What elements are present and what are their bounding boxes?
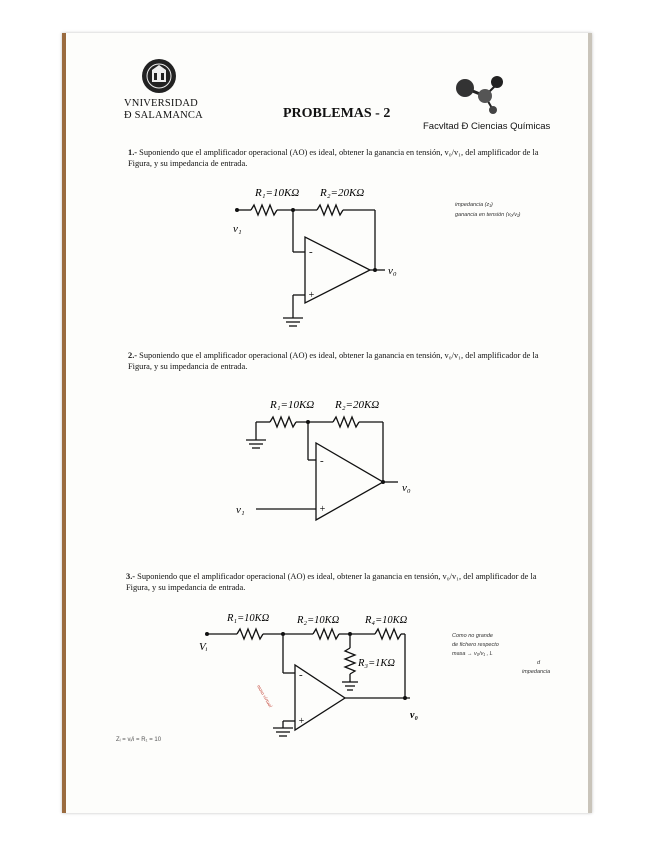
- circuit-2-r1-label: R₁=10KΩ: [270, 399, 315, 411]
- handwritten-note-bottom: Zᵢ = vᵢ/i = R₁ = 10: [116, 737, 162, 743]
- circuit-1-r1-label: R₁=10KΩ: [255, 187, 300, 199]
- problem-1-text: Suponiendo que el amplificador operacional (AO) es ideal, obtener la ganancia en tensión, v₀/v₁, del amplificador de la Figura, y su impedancia de entrada.: [128, 148, 539, 168]
- circuit-1-minus: -: [309, 246, 313, 258]
- circuit-3-input-label: Vᵢ: [199, 641, 208, 653]
- problem-3-statement: [126, 572, 546, 593]
- circuit-1-plus: +: [308, 290, 315, 301]
- handwritten-note-1: [455, 202, 521, 218]
- note-1-line-1: impedancia (z₁): [455, 202, 493, 208]
- faculty-name: Facvltad Ð Ciencias Químicas: [423, 121, 551, 132]
- circuit-3: [195, 608, 435, 743]
- page-title: PROBLEMAS - 2: [283, 106, 391, 121]
- problem-1-number: 1.-: [128, 148, 138, 157]
- university-line-1: VNIVERSIDAD: [124, 98, 198, 109]
- circuit-2: [228, 395, 428, 525]
- note-3-line-4: d: [537, 660, 541, 666]
- university-line-2: Ð SALAMANCA: [124, 110, 203, 121]
- note-3-line-2: de fichero respecto: [452, 642, 499, 648]
- circuit-2-r2-label: R₂=20KΩ: [335, 399, 380, 411]
- circuit-1: [225, 180, 400, 335]
- circuit-1-output-label: v₀: [388, 265, 397, 277]
- circuit-2-plus: +: [319, 504, 326, 515]
- handwritten-note-3: [452, 632, 550, 677]
- problem-2-number: 2.-: [128, 351, 138, 360]
- circuit-3-r2-label: R₂=10KΩ: [297, 615, 340, 626]
- circuit-2-minus: -: [320, 455, 324, 467]
- university-seal-icon: [141, 58, 177, 94]
- red-handwritten-note: masa virtual: [255, 684, 273, 709]
- paper-edge-left: [62, 33, 66, 813]
- paper-edge-right: [588, 33, 592, 813]
- note-1-line-2: ganancia en tensión (v₀/v₁): [455, 212, 521, 218]
- circuit-1-r2-label: R₂=20KΩ: [320, 187, 365, 199]
- note-3-line-3: masa → v₀/v₁ , L: [452, 651, 493, 657]
- circuit-1-input-label: v₁: [233, 223, 242, 235]
- problem-2-text: Suponiendo que el amplificador operacional (AO) es ideal, obtener la ganancia en tensión, v₀/v₁, del amplificador de la Figura, y su impedancia de entrada.: [128, 351, 539, 371]
- problem-1-statement: [128, 148, 548, 169]
- note-3-line-5: impedancia: [522, 669, 551, 675]
- circuit-3-output-label: v₀: [410, 710, 418, 721]
- circuit-2-output-label: v₀: [402, 482, 411, 494]
- circuit-3-r4-label: R₄=10KΩ: [365, 615, 408, 626]
- circuit-3-minus: -: [299, 669, 303, 681]
- circuit-3-r3-label: R₃=1KΩ: [358, 658, 395, 669]
- circuit-3-plus: +: [298, 716, 305, 727]
- note-3-line-1: Como no grande: [452, 633, 493, 639]
- problem-3-number: 3.-: [126, 572, 136, 581]
- problem-3-text: Suponiendo que el amplificador operacional (AO) es ideal, obtener la ganancia en tensión, v₀/v₁, del amplificador de la Figura, y su impedancia de entrada.: [126, 572, 537, 592]
- circuit-3-r1-label: R₁=10KΩ: [227, 613, 270, 624]
- circuit-2-input-label: v₁: [236, 504, 245, 516]
- problem-2-statement: [128, 351, 548, 372]
- university-name: [124, 98, 203, 122]
- faculty-molecule-icon: [445, 66, 515, 116]
